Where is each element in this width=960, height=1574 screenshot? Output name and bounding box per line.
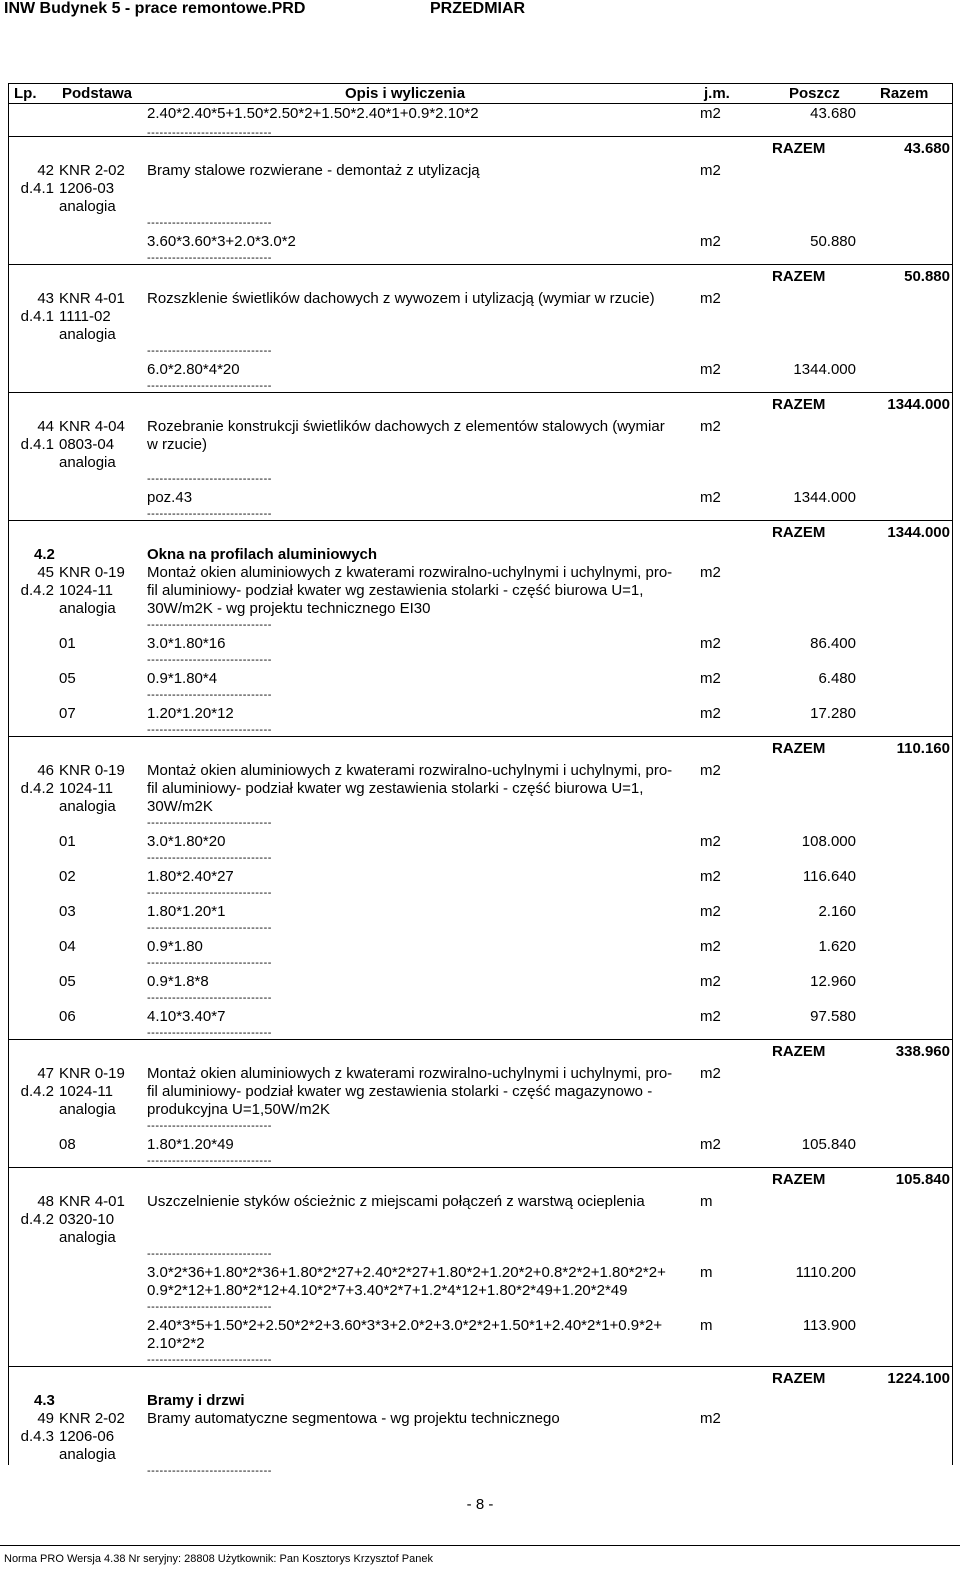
dash-separator: ------------------------------ bbox=[147, 817, 272, 829]
calc-value: 6.480 bbox=[818, 670, 856, 687]
item-description: w rzucie) bbox=[147, 436, 208, 453]
calc-formula: 3.0*1.80*16 bbox=[147, 635, 226, 652]
razem-total: 105.840 bbox=[895, 1171, 950, 1188]
dash-separator: ------------------------------ bbox=[147, 654, 272, 666]
calc-number: 05 bbox=[59, 973, 76, 990]
calc-value: 1110.200 bbox=[795, 1264, 856, 1281]
calc-formula: 6.0*2.80*4*20 bbox=[147, 361, 240, 378]
section-number: 4.3 bbox=[34, 1392, 55, 1409]
item-lp: 47 bbox=[37, 1065, 54, 1082]
dash-separator: ------------------------------ bbox=[147, 1155, 272, 1167]
item-knr-code: KNR 4-01 bbox=[59, 1193, 125, 1210]
item-description: Uszczelnienie styków ościeżnic z miejscami połączeń z warstwą ocieplenia bbox=[147, 1193, 645, 1210]
item-unit: m2 bbox=[700, 1410, 721, 1427]
item-description: Rozszklenie świetlików dachowych z wywozem i utylizacją (wymiar w rzucie) bbox=[147, 290, 655, 307]
razem-label: RAZEM bbox=[772, 396, 826, 413]
dash-separator: ------------------------------ bbox=[147, 689, 272, 701]
razem-label: RAZEM bbox=[772, 740, 826, 757]
calc-value: 97.580 bbox=[810, 1008, 856, 1025]
calc-unit: m2 bbox=[700, 868, 721, 885]
calc-formula: 2.10*2*2 bbox=[147, 1335, 205, 1352]
calc-unit: m2 bbox=[700, 635, 721, 652]
item-lp: 49 bbox=[37, 1410, 54, 1427]
calc-value: 1344.000 bbox=[793, 361, 856, 378]
dash-separator: ------------------------------ bbox=[147, 619, 272, 631]
item-description: Rozebranie konstrukcji świetlików dachowych z elementów stalowych (wymiar bbox=[147, 418, 665, 435]
dash-separator: ------------------------------ bbox=[147, 1248, 272, 1260]
col-header-jm: j.m. bbox=[704, 85, 730, 102]
calc-formula: 0.9*1.80*4 bbox=[147, 670, 218, 687]
calc-unit: m2 bbox=[700, 833, 721, 850]
item-analogia: analogia bbox=[59, 798, 116, 815]
dash-separator: ------------------------------ bbox=[147, 957, 272, 969]
calc-formula: 0.9*1.8*8 bbox=[147, 973, 209, 990]
section-title: Okna na profilach aluminiowych bbox=[147, 546, 378, 563]
item-section-ref: d.4.2 bbox=[20, 582, 54, 599]
item-analogia: analogia bbox=[59, 600, 116, 617]
calc-formula: 3.0*1.80*20 bbox=[147, 833, 226, 850]
calc-number: 04 bbox=[59, 938, 76, 955]
calc-number: 03 bbox=[59, 903, 76, 920]
item-knr-code: KNR 2-02 bbox=[59, 1410, 125, 1427]
item-knr-code: KNR 0-19 bbox=[59, 1065, 125, 1082]
calc-unit: m bbox=[700, 1264, 713, 1281]
footer-text: Norma PRO Wersja 4.38 Nr seryjny: 28808 Użytkownik: Pan Kosztorys Krzysztof Panek bbox=[4, 1553, 433, 1565]
razem-label: RAZEM bbox=[772, 524, 826, 541]
razem-underline bbox=[8, 1039, 952, 1040]
item-lp: 48 bbox=[37, 1193, 54, 1210]
item-description: Bramy automatyczne segmentowa - wg projektu technicznego bbox=[147, 1410, 560, 1427]
item-section-ref: d.4.3 bbox=[20, 1428, 54, 1445]
continuation-calc: 2.40*2.40*5+1.50*2.50*2+1.50*2.40*1+0.9*2.10*2 bbox=[147, 105, 479, 122]
dash-separator: ------------------------------ bbox=[147, 252, 272, 264]
calc-value: 105.840 bbox=[801, 1136, 856, 1153]
razem-total: 1344.000 bbox=[887, 524, 950, 541]
dash-separator: ------------------------------ bbox=[147, 380, 272, 392]
razem-total: 338.960 bbox=[895, 1043, 950, 1060]
dash-separator: ------------------------------ bbox=[147, 1027, 272, 1039]
calc-unit: m2 bbox=[700, 938, 721, 955]
calc-formula: 3.60*3.60*3+2.0*3.0*2 bbox=[147, 233, 296, 250]
item-lp: 46 bbox=[37, 762, 54, 779]
item-unit: m2 bbox=[700, 162, 721, 179]
calc-unit: m2 bbox=[700, 705, 721, 722]
item-analogia: analogia bbox=[59, 1229, 116, 1246]
calc-number: 08 bbox=[59, 1136, 76, 1153]
razem-label: RAZEM bbox=[772, 268, 826, 285]
razem-total: 1344.000 bbox=[887, 396, 950, 413]
page-number: - 8 - bbox=[466, 1496, 494, 1513]
dash-separator: ------------------------------ bbox=[147, 473, 272, 485]
calc-number: 01 bbox=[59, 833, 76, 850]
col-header-podstawa: Podstawa bbox=[62, 85, 133, 102]
item-lp: 43 bbox=[37, 290, 54, 307]
item-section-ref: d.4.2 bbox=[20, 1083, 54, 1100]
item-unit: m bbox=[700, 1193, 713, 1210]
item-knr-number: 1206-03 bbox=[59, 180, 115, 197]
calc-unit: m2 bbox=[700, 233, 721, 250]
item-lp: 42 bbox=[37, 162, 54, 179]
item-section-ref: d.4.1 bbox=[20, 436, 54, 453]
calc-value: 108.000 bbox=[801, 833, 856, 850]
item-description: Montaż okien aluminiowych z kwaterami rozwiralno-uchylnymi i uchylnymi, pro- bbox=[147, 564, 673, 581]
section-title: Bramy i drzwi bbox=[147, 1392, 245, 1409]
item-section-ref: d.4.2 bbox=[20, 1211, 54, 1228]
item-knr-number: 1111-02 bbox=[59, 308, 111, 325]
razem-underline bbox=[8, 392, 952, 393]
calc-formula: 0.9*1.80 bbox=[147, 938, 203, 955]
item-knr-code: KNR 4-01 bbox=[59, 290, 125, 307]
item-unit: m2 bbox=[700, 762, 721, 779]
razem-label: RAZEM bbox=[772, 1043, 826, 1060]
section-number: 4.2 bbox=[34, 546, 55, 563]
calc-number: 07 bbox=[59, 705, 76, 722]
razem-underline bbox=[8, 1167, 952, 1168]
item-knr-number: 0803-04 bbox=[59, 436, 115, 453]
item-lp: 45 bbox=[37, 564, 54, 581]
calc-unit: m2 bbox=[700, 973, 721, 990]
item-analogia: analogia bbox=[59, 454, 116, 471]
item-description: produkcyjna U=1,50W/m2K bbox=[147, 1101, 331, 1118]
calc-value: 113.900 bbox=[802, 1317, 856, 1334]
calc-formula: 1.80*2.40*27 bbox=[147, 868, 234, 885]
calc-number: 02 bbox=[59, 868, 76, 885]
calc-unit: m2 bbox=[700, 489, 721, 506]
item-description: 30W/m2K bbox=[147, 798, 213, 815]
item-knr-code: KNR 2-02 bbox=[59, 162, 125, 179]
calc-value: 86.400 bbox=[810, 635, 856, 652]
calc-value: 1344.000 bbox=[793, 489, 856, 506]
item-analogia: analogia bbox=[59, 198, 116, 215]
item-analogia: analogia bbox=[59, 1446, 116, 1463]
calc-value: 17.280 bbox=[810, 705, 856, 722]
item-lp: 44 bbox=[37, 418, 54, 435]
calc-unit: m2 bbox=[700, 1136, 721, 1153]
col-header-opis: Opis i wyliczenia bbox=[345, 85, 466, 102]
calc-unit: m2 bbox=[700, 670, 721, 687]
calc-value: 2.160 bbox=[818, 903, 856, 920]
razem-total: 1224.100 bbox=[887, 1370, 950, 1387]
razem-underline bbox=[8, 264, 952, 265]
document-title: INW Budynek 5 - prace remontowe.PRD bbox=[4, 0, 306, 17]
calc-unit: m bbox=[700, 1317, 713, 1334]
calc-formula: 1.20*1.20*12 bbox=[147, 705, 234, 722]
item-analogia: analogia bbox=[59, 326, 116, 343]
dash-separator: ------------------------------ bbox=[147, 992, 272, 1004]
dash-separator: ------------------------------ bbox=[147, 852, 272, 864]
document-type: PRZEDMIAR bbox=[430, 0, 526, 17]
item-knr-number: 1024-11 bbox=[59, 1083, 113, 1100]
item-section-ref: d.4.1 bbox=[20, 308, 54, 325]
item-description: fil aluminiowy- podział kwater wg zestawienia stolarki - część biurowa U=1, bbox=[147, 780, 644, 797]
item-unit: m2 bbox=[700, 290, 721, 307]
item-description: Montaż okien aluminiowych z kwaterami rozwiralno-uchylnymi i uchylnymi, pro- bbox=[147, 762, 673, 779]
item-unit: m2 bbox=[700, 564, 721, 581]
item-knr-code: KNR 0-19 bbox=[59, 564, 125, 581]
dash-separator: ------------------------------ bbox=[147, 724, 272, 736]
calc-formula: 2.40*3*5+1.50*2+2.50*2*2+3.60*3*3+2.0*2+3.0*2*2+1.50*1+2.40*2*1+0.9*2+ bbox=[147, 1317, 663, 1334]
calc-value: 12.960 bbox=[810, 973, 856, 990]
dash-separator: ------------------------------ bbox=[147, 922, 272, 934]
col-header-poszcz: Poszcz bbox=[789, 85, 840, 102]
item-description: Montaż okien aluminiowych z kwaterami rozwiralno-uchylnymi i uchylnymi, pro- bbox=[147, 1065, 673, 1082]
calc-number: 06 bbox=[59, 1008, 76, 1025]
continuation-unit: m2 bbox=[700, 105, 721, 122]
item-knr-code: KNR 0-19 bbox=[59, 762, 125, 779]
calc-formula: 4.10*3.40*7 bbox=[147, 1008, 226, 1025]
item-section-ref: d.4.2 bbox=[20, 780, 54, 797]
razem-underline bbox=[8, 736, 952, 737]
dash-separator: ------------------------------ bbox=[147, 887, 272, 899]
calc-number: 05 bbox=[59, 670, 76, 687]
dash-separator: ------------------------------ bbox=[147, 1354, 272, 1366]
dash-separator: ------------------------------ bbox=[147, 1465, 272, 1477]
item-knr-number: 0320-10 bbox=[59, 1211, 115, 1228]
dash-separator: ------------------------------ bbox=[147, 1301, 272, 1313]
col-header-razem: Razem bbox=[880, 85, 929, 102]
razem-total: 43.680 bbox=[904, 140, 950, 157]
footer-line bbox=[0, 1545, 960, 1546]
item-analogia: analogia bbox=[59, 1101, 116, 1118]
item-description: fil aluminiowy- podział kwater wg zestawienia stolarki - część magazynowo - bbox=[147, 1083, 653, 1100]
calc-value: 1.620 bbox=[818, 938, 856, 955]
item-section-ref: d.4.1 bbox=[20, 180, 54, 197]
item-knr-number: 1024-11 bbox=[59, 780, 113, 797]
item-unit: m2 bbox=[700, 418, 721, 435]
calc-number: 01 bbox=[59, 635, 76, 652]
item-knr-number: 1024-11 bbox=[59, 582, 113, 599]
razem-total: 50.880 bbox=[904, 268, 950, 285]
dash-separator: ------------------------------ bbox=[147, 1120, 272, 1132]
calc-value: 116.640 bbox=[802, 868, 856, 885]
continuation-dashes: ------------------------------ bbox=[147, 127, 272, 139]
razem-label: RAZEM bbox=[772, 140, 826, 157]
calc-formula: 1.80*1.20*49 bbox=[147, 1136, 234, 1153]
calc-unit: m2 bbox=[700, 903, 721, 920]
item-description: 30W/m2K - wg projektu technicznego EI30 bbox=[147, 600, 431, 617]
item-description: Bramy stalowe rozwierane - demontaż z utylizacją bbox=[147, 162, 480, 179]
calc-value: 50.880 bbox=[810, 233, 856, 250]
continuation-value: 43.680 bbox=[810, 105, 856, 122]
item-description: fil aluminiowy- podział kwater wg zestawienia stolarki - część biurowa U=1, bbox=[147, 582, 644, 599]
calc-formula: 1.80*1.20*1 bbox=[147, 903, 226, 920]
item-knr-code: KNR 4-04 bbox=[59, 418, 125, 435]
razem-underline bbox=[8, 520, 952, 521]
dash-separator: ------------------------------ bbox=[147, 508, 272, 520]
razem-underline bbox=[8, 1366, 952, 1367]
razem-underline bbox=[8, 136, 952, 137]
dash-separator: ------------------------------ bbox=[147, 217, 272, 229]
calc-formula: 0.9*2*12+1.80*2*12+4.10*2*7+3.40*2*7+1.2*4*12+1.80*2*49+1.20*2*49 bbox=[147, 1282, 628, 1299]
razem-total: 110.160 bbox=[896, 740, 950, 757]
razem-label: RAZEM bbox=[772, 1171, 826, 1188]
calc-unit: m2 bbox=[700, 1008, 721, 1025]
col-header-lp: Lp. bbox=[14, 85, 37, 102]
razem-label: RAZEM bbox=[772, 1370, 826, 1387]
item-unit: m2 bbox=[700, 1065, 721, 1082]
calc-formula: poz.43 bbox=[147, 489, 193, 506]
calc-formula: 3.0*2*36+1.80*2*36+1.80*2*27+2.40*2*27+1.80*2+1.20*2+0.8*2*2+1.80*2*2+ bbox=[147, 1264, 666, 1281]
item-knr-number: 1206-06 bbox=[59, 1428, 115, 1445]
dash-separator: ------------------------------ bbox=[147, 345, 272, 357]
calc-unit: m2 bbox=[700, 361, 721, 378]
